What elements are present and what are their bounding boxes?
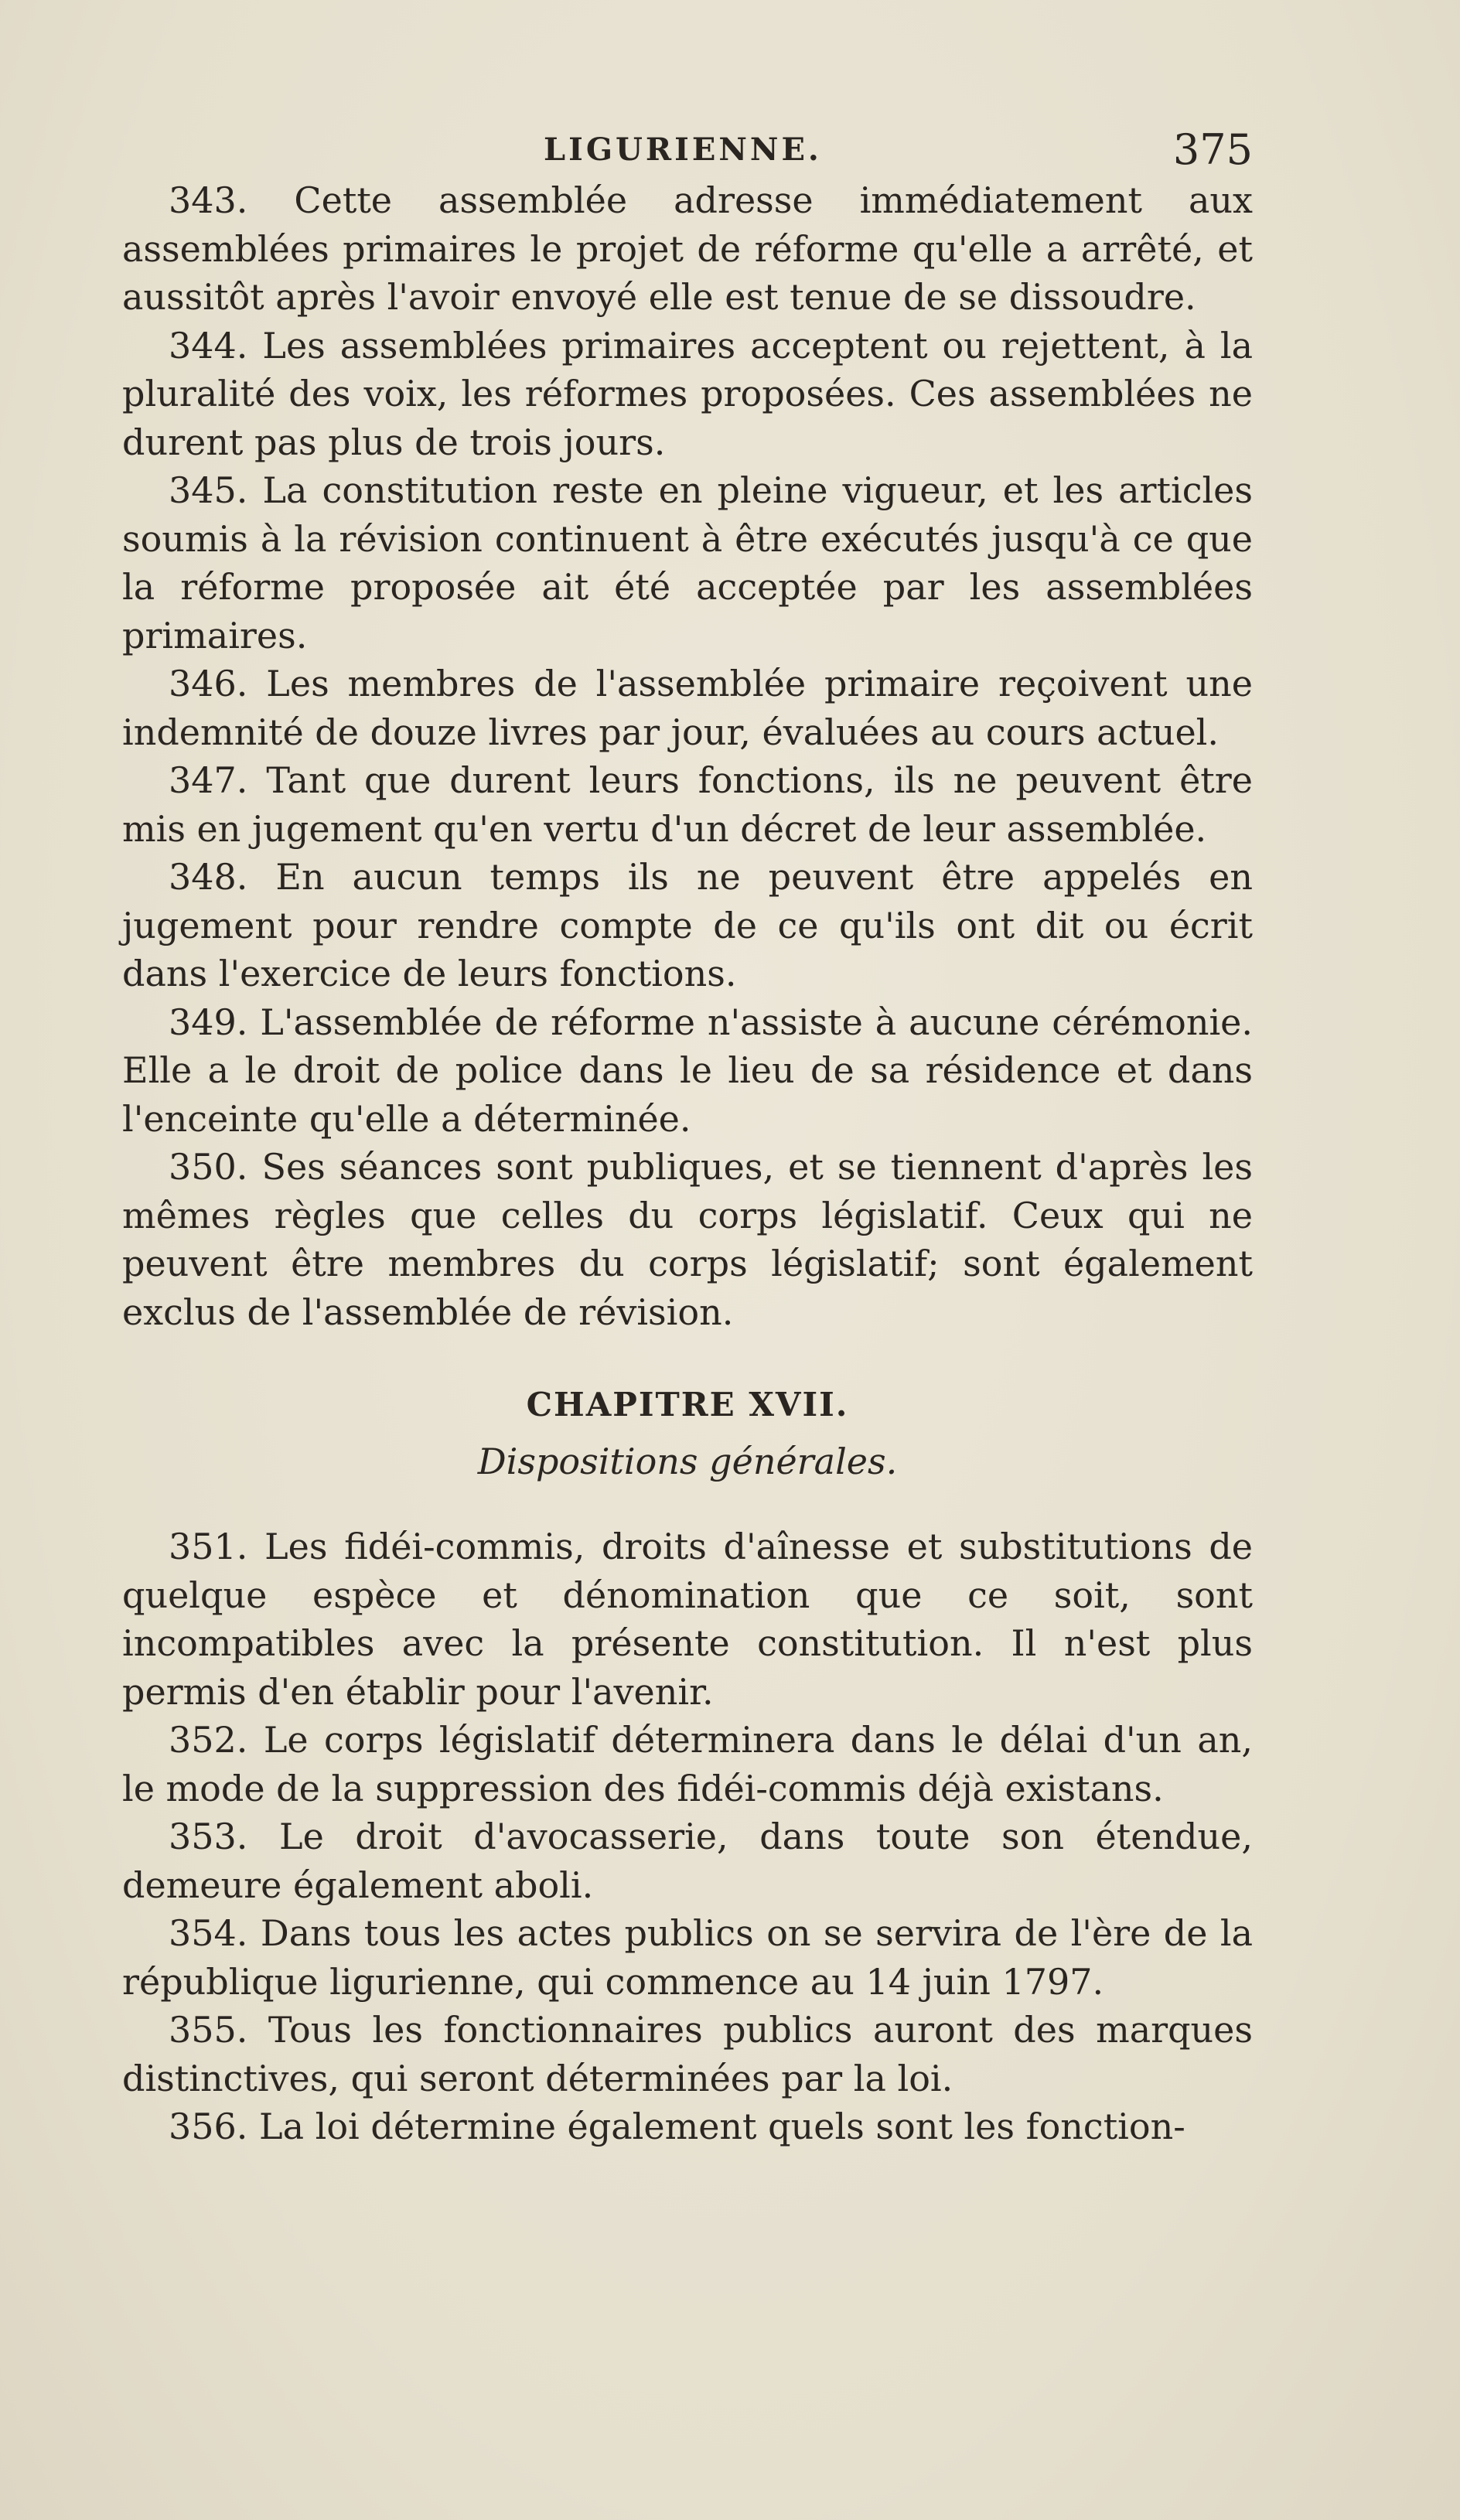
article-text: Tous les fonctionnaires publics auront des marques distinctives, qui seront déterminées par la loi. (122, 2009, 1254, 2099)
article-paragraph (122, 1523, 1253, 1716)
article-number: 352. (169, 1719, 248, 1761)
article-number: 347. (169, 759, 248, 801)
article-text: Les membres de l'assemblée primaire reçoivent une indemnité de douze livres par jour, évaluées au cours actuel. (122, 663, 1253, 753)
article-number: 348. (169, 856, 248, 898)
running-head: LIGURIENNE. (544, 131, 822, 168)
article-paragraph (122, 466, 1253, 660)
article-number: 345. (169, 469, 248, 511)
article-number: 354. (169, 1912, 248, 1954)
page-number: 375 (1172, 125, 1253, 174)
article-number: 355. (169, 2009, 248, 2051)
article-number: 350. (169, 1146, 248, 1188)
article-text: L'assemblée de réforme n'assiste à aucune cérémonie. Elle a le droit de police dans le lieu de sa résidence et dans l'enceinte qu'elle a déterminée. (122, 1001, 1254, 1140)
article-text: En aucun temps ils ne peuvent être appelés en jugement pour rendre compte de ce qu'ils ont dit ou écrit dans l'exercice de leurs fonctions. (122, 856, 1253, 994)
chapter-subtitle: Dispositions générales. (477, 1440, 898, 1482)
page-header (122, 125, 1253, 179)
article-text: Cette assemblée adresse immédiatement aux assemblées primaires le projet de réforme qu'elle a arrêté, et aussitôt après l'avoir envoyé elle est tenue de se dissoudre. (122, 179, 1253, 318)
article-number: 344. (169, 324, 248, 367)
article-number: 343. (169, 179, 248, 221)
article-text: Le corps législatif déterminera dans le délai d'un an, le mode de la suppression des fidéi-commis déjà existans. (122, 1719, 1253, 1809)
article-text: Le droit d'avocasserie, dans toute son étendue, demeure également aboli. (122, 1816, 1254, 1906)
article-paragraph (122, 1143, 1253, 1336)
article-text: La constitution reste en pleine vigueur, et les articles soumis à la révision continuent à être exécutés jusqu'à ce que la réforme proposée ait été acceptée par les assemblées primaires. (122, 469, 1254, 656)
article-paragraph (122, 176, 1253, 322)
article-paragraph (122, 2006, 1253, 2102)
article-paragraph (122, 1716, 1253, 1812)
article-text: Les assemblées primaires acceptent ou rejettent, à la pluralité des voix, les réformes proposées. Ces assemblées ne durent pas plus de trois jours. (122, 324, 1253, 463)
article-paragraph (122, 998, 1253, 1144)
article-paragraph (122, 322, 1253, 467)
article-number: 356. (169, 2106, 248, 2147)
article-number: 349. (169, 1001, 248, 1043)
article-text: Tant que durent leurs fonctions, ils ne peuvent être mis en jugement qu'en vertu d'un décret de leur assemblée. (122, 759, 1253, 850)
article-paragraph (122, 756, 1253, 853)
article-paragraph (122, 1812, 1253, 1909)
article-paragraph (122, 853, 1253, 998)
article-text: La loi détermine également quels sont les fonction- (259, 2106, 1185, 2147)
article-paragraph (122, 660, 1253, 756)
article-text: Ses séances sont publiques, et se tiennent d'après les mêmes règles que celles du corps législatif. Ceux qui ne peuvent être membres du corps législatif; sont également exclus de l'assemblée de révision. (122, 1146, 1253, 1333)
articles-after-chapter (122, 1523, 1253, 2151)
article-paragraph (122, 1909, 1253, 2006)
article-number: 353. (169, 1816, 248, 1857)
article-number: 346. (169, 663, 248, 704)
articles-before-chapter (122, 176, 1253, 1336)
article-number: 351. (169, 1526, 248, 1567)
article-paragraph (122, 2102, 1253, 2151)
article-text: Dans tous les actes publics on se servira de l'ère de la république ligurienne, qui commence au 14 juin 1797. (122, 1912, 1254, 2003)
article-text: Les fidéi-commis, droits d'aînesse et substitutions de quelque espèce et dénomination que ce soit, sont incompatibles avec la présente constitution. Il n'est plus permis d'en établir pour l'avenir. (122, 1526, 1254, 1713)
page-body (122, 176, 1253, 2151)
chapter-title: CHAPITRE XVII. (526, 1386, 849, 1424)
